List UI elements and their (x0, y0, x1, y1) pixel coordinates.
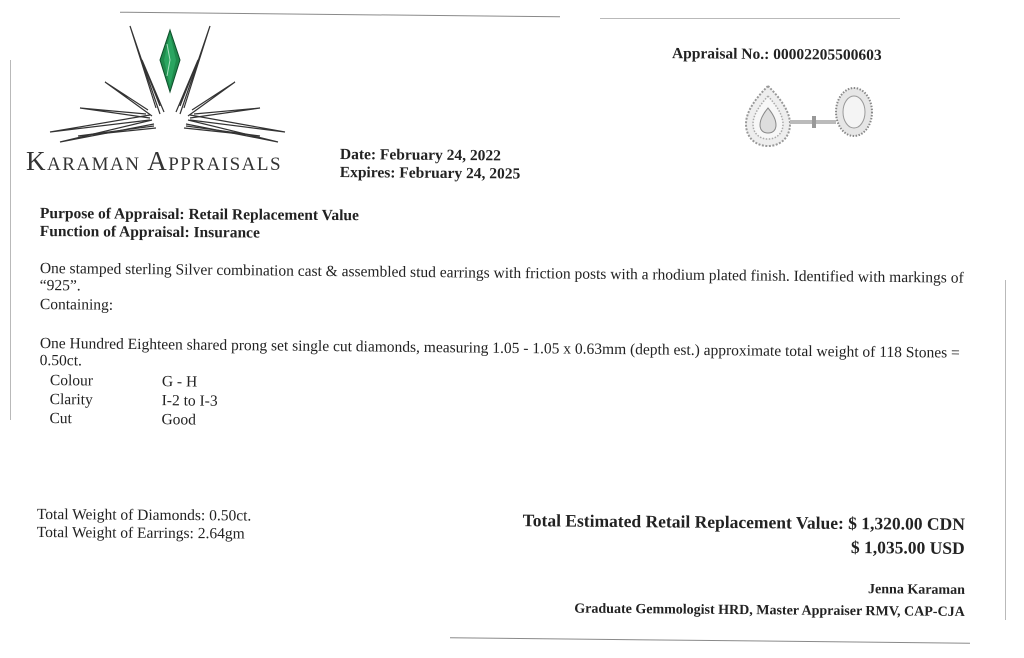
grade-value: G - H (161, 373, 198, 391)
grade-row (50, 390, 218, 411)
appraisal-number: Appraisal No.: 00002205500603 (671, 45, 882, 64)
signature-block (470, 576, 965, 624)
diamond-weight: Total Weight of Diamonds: 0.50ct. (36, 506, 252, 525)
earring-weight: Total Weight of Earrings: 2.64gm (36, 523, 245, 543)
appraiser-name: Jenna Karaman (868, 582, 965, 598)
grade-label: Clarity (49, 390, 93, 409)
purpose-block (40, 205, 359, 243)
appraiser-credentials: Graduate Gemmologist HRD, Master Appraiser RMV, CAP-CJA (574, 601, 965, 620)
scan-edge-left (10, 60, 11, 420)
weight-totals (37, 506, 252, 543)
date-block (340, 146, 521, 184)
stones-description: One Hundred Eighteen shared prong set single cut diamonds, measuring 1.05 - 1.05 x 0.63mm (depth est.) approximate total weight of 118 Stones = 0.50ct. (39, 335, 960, 370)
grading-table (49, 371, 218, 430)
grade-value: I-2 to I-3 (161, 392, 218, 410)
grade-value: Good (161, 411, 197, 429)
grade-label: Cut (49, 409, 72, 428)
earrings-photo-icon (738, 82, 878, 152)
item-description: One stamped sterling Silver combination cast & assembled stud earrings with friction posts with a rhodium plated finish. Identified with markings of “925”. (39, 260, 964, 295)
expiry-date: Expires: February 24, 2025 (339, 163, 521, 183)
value-cdn: Total Estimated Retail Replacement Value: $ 1,320.00 CDN (522, 510, 965, 534)
scan-edge-top-right (600, 18, 900, 19)
value-usd: $ 1,035.00 USD (850, 537, 965, 558)
brand-name: Karaman Appraisals (26, 146, 283, 176)
function-line: Function of Appraisal: Insurance (39, 222, 260, 242)
grade-row (50, 371, 218, 392)
issue-date: Date: February 24, 2022 (339, 146, 501, 165)
containing-label: Containing: (39, 296, 114, 314)
scan-edge-right (1005, 280, 1006, 620)
grade-label: Colour (49, 371, 94, 390)
valuation-block (440, 507, 965, 560)
grade-row (49, 409, 217, 430)
purpose-line: Purpose of Appraisal: Retail Replacement Value (39, 205, 360, 225)
scan-edge-top (120, 12, 560, 18)
scan-edge-bottom (450, 637, 970, 643)
